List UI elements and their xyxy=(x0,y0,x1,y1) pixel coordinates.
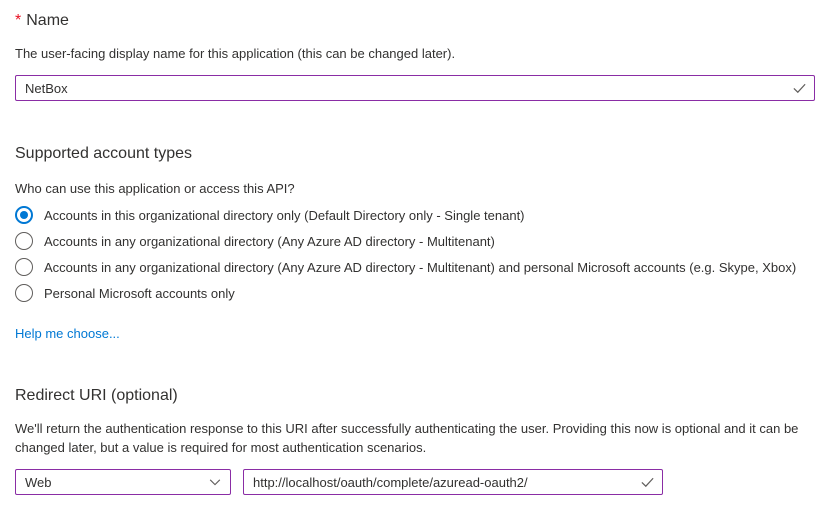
name-input-wrap xyxy=(15,75,815,101)
name-description: The user-facing display name for this application (this can be changed later). xyxy=(15,46,456,61)
help-me-choose-link[interactable]: Help me choose... xyxy=(15,326,120,341)
name-field-title xyxy=(15,10,815,31)
required-asterisk: * xyxy=(15,12,22,29)
radio-button-icon[interactable] xyxy=(15,232,33,250)
radio-option-multitenant[interactable] xyxy=(15,228,815,254)
radio-option-personal-only[interactable] xyxy=(15,280,815,306)
chevron-down-icon xyxy=(208,475,222,489)
radio-button-icon[interactable] xyxy=(15,258,33,276)
radio-option-multitenant-personal[interactable] xyxy=(15,254,815,280)
platform-select[interactable] xyxy=(15,469,231,495)
redirect-uri-input-wrap xyxy=(243,469,663,495)
platform-select-value: Web xyxy=(25,474,52,490)
redirect-uri-description: We'll return the authentication response to this URI after successfully authenticating the user. Providing this now is optional and it can be changed later, but a value is required for most authentication scenarios. xyxy=(15,421,799,455)
radio-option-label: Accounts in any organizational directory (Any Azure AD directory - Multitenant) xyxy=(44,233,495,249)
redirect-uri-row xyxy=(15,469,815,495)
radio-option-single-tenant[interactable] xyxy=(15,202,815,228)
account-types-title: Supported account types xyxy=(15,145,193,162)
name-input[interactable] xyxy=(15,75,815,101)
redirect-uri-input[interactable] xyxy=(243,469,663,495)
radio-button-icon[interactable] xyxy=(15,206,33,224)
radio-option-label: Personal Microsoft accounts only xyxy=(44,285,235,301)
radio-button-icon[interactable] xyxy=(15,284,33,302)
radio-option-label: Accounts in this organizational directory only (Default Directory only - Single tenant) xyxy=(44,207,525,223)
radio-option-label: Accounts in any organizational directory (Any Azure AD directory - Multitenant) and personal Microsoft accounts (e.g. Skype, Xbox) xyxy=(44,259,797,275)
name-title-text: Name xyxy=(26,12,69,29)
account-type-radio-group xyxy=(15,202,815,306)
redirect-uri-title: Redirect URI (optional) xyxy=(15,387,178,404)
account-types-question: Who can use this application or access this API? xyxy=(15,181,295,196)
